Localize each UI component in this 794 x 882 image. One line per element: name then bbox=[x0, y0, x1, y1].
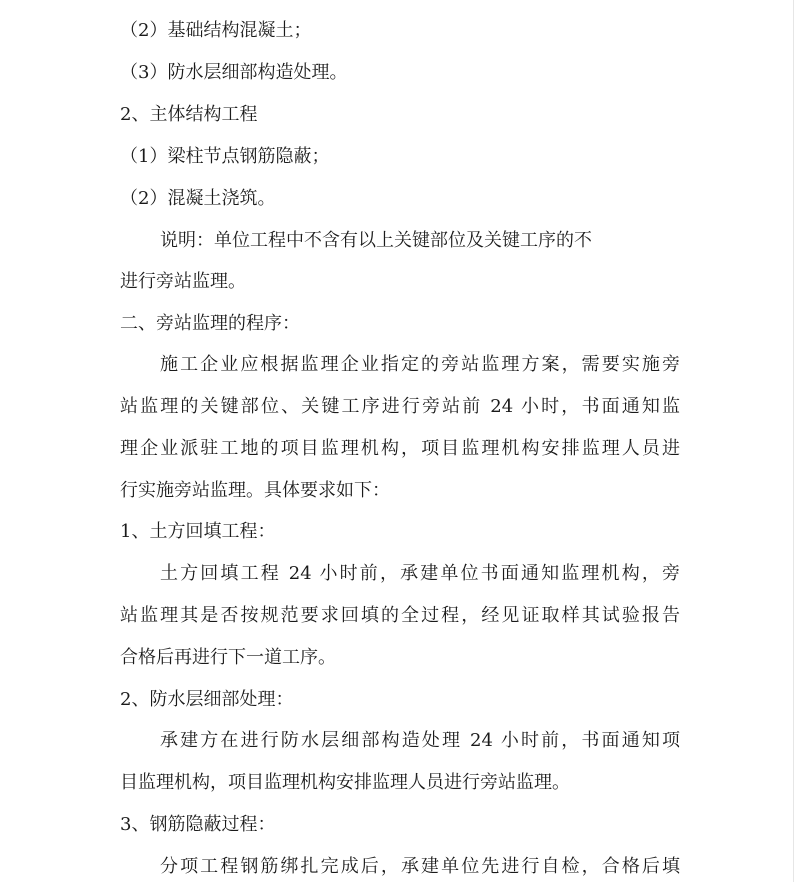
paragraph-line: 站监理的关键部位、关键工序进行旁站前 24 小时，书面通知监 bbox=[120, 396, 680, 417]
paragraph-line: 土方回填工程 24 小时前，承建单位书面通知监理机构，旁 bbox=[160, 563, 680, 584]
paragraph-line: 合格后再进行下一道工序。 bbox=[120, 647, 336, 668]
section-heading: 1、土方回填工程： bbox=[120, 521, 276, 542]
list-item: （2）基础结构混凝土； bbox=[120, 20, 312, 41]
paragraph-line: 承建方在进行防水层细部构造处理 24 小时前，书面通知项 bbox=[160, 730, 680, 751]
paragraph-line: 理企业派驻工地的项目监理机构，项目监理机构安排监理人员进 bbox=[120, 438, 680, 459]
section-heading: 2、防水层细部处理： bbox=[120, 689, 294, 710]
list-item: （3）防水层细部构造处理。 bbox=[120, 62, 348, 83]
list-item: （2）混凝土浇筑。 bbox=[120, 188, 276, 209]
paragraph-line: 行实施旁站监理。具体要求如下： bbox=[120, 480, 390, 501]
paragraph-line: 目监理机构，项目监理机构安排监理人员进行旁站监理。 bbox=[120, 772, 570, 793]
section-heading: 二、旁站监理的程序： bbox=[120, 313, 300, 334]
paragraph-line: 站监理其是否按规范要求回填的全过程，经见证取样其试验报告 bbox=[120, 605, 680, 626]
paragraph-line: 说明：单位工程中不含有以上关键部位及关键工序的不 bbox=[160, 230, 592, 251]
section-heading: 3、钢筋隐蔽过程： bbox=[120, 814, 276, 835]
paragraph-line: 分项工程钢筋绑扎完成后，承建单位先进行自检，合格后填 bbox=[160, 856, 680, 877]
paragraph-line: 施工企业应根据监理企业指定的旁站监理方案，需要实施旁 bbox=[160, 354, 680, 375]
section-heading: 2、主体结构工程 bbox=[120, 104, 258, 125]
list-item: （1）梁柱节点钢筋隐蔽； bbox=[120, 146, 330, 167]
paragraph-line: 进行旁站监理。 bbox=[120, 271, 246, 292]
